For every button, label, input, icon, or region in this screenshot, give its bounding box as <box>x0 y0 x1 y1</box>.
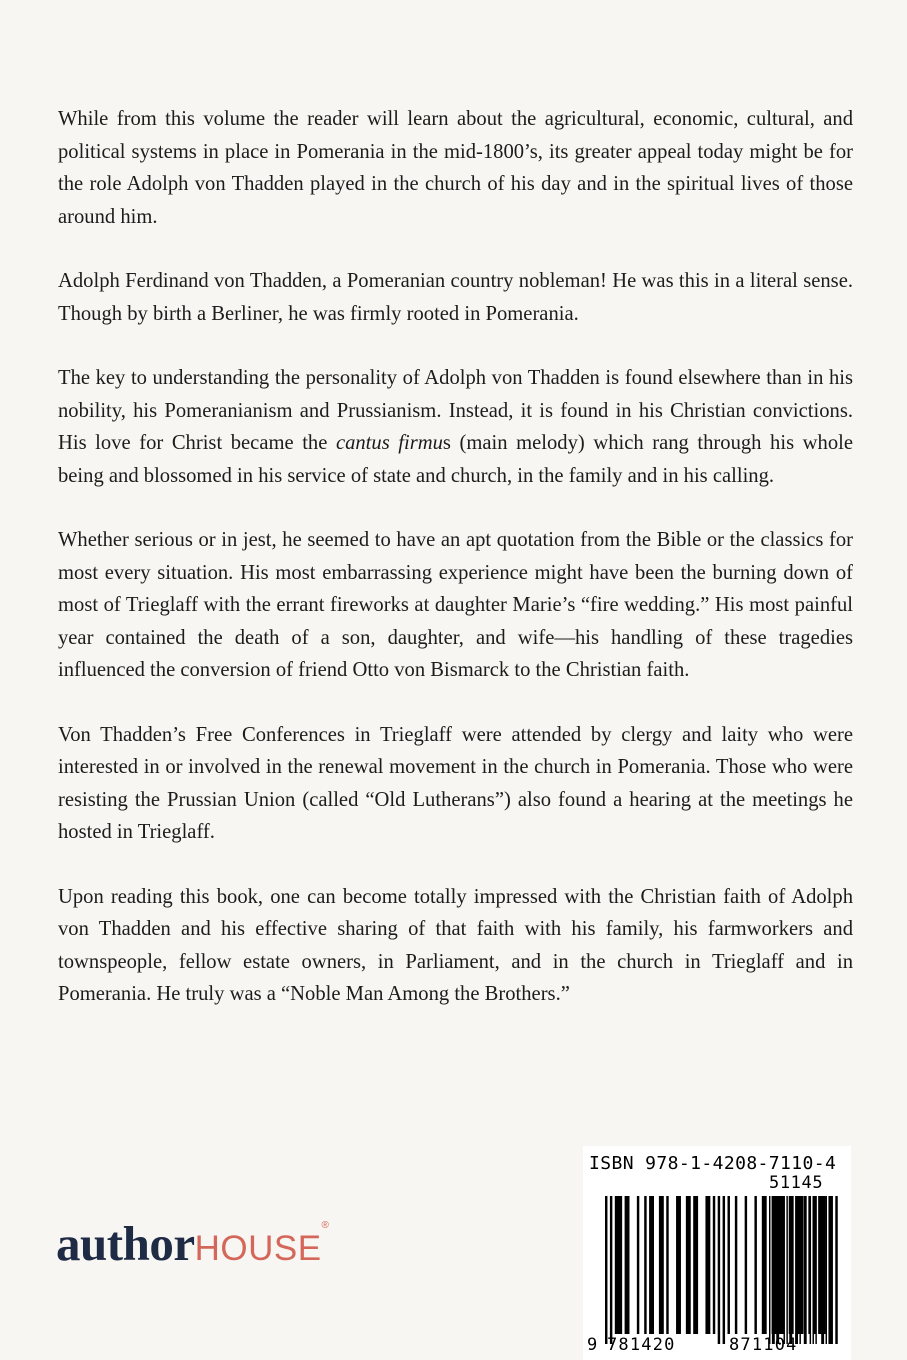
price-addon-bar <box>772 1196 775 1344</box>
barcode-bar <box>762 1196 767 1334</box>
barcode-bar <box>693 1196 698 1334</box>
barcode-bar <box>745 1196 747 1334</box>
barcode-bar <box>659 1196 664 1334</box>
barcode-bar <box>615 1196 622 1334</box>
blurb-paragraph-5: Von Thadden’s Free Conferences in Trieglaff were attended by clergy and laity who were interested in or involved in the renewal movement in the church in Pomerania. Those who were resisting the Prussian Union (called “Old Lutherans”) also found a hearing at the meetings he hosted in Trieglaff. <box>58 723 853 843</box>
blurb-paragraph-1: While from this volume the reader will learn about the agricultural, economic, cultural, and political systems in place in Pomerania in the mid-1800’s, its greater appeal today might be for the role Adolph von Thadden played in the church of his day and in the spiritual lives of those around him. <box>58 108 853 228</box>
barcode-bar <box>779 1196 784 1334</box>
isbn-label: ISBN 978-1-4208-7110-4 <box>589 1153 837 1174</box>
price-addon-bar <box>786 1196 787 1344</box>
price-addon-bar <box>799 1196 800 1344</box>
publisher-logo <box>56 1216 329 1271</box>
price-addon-bar <box>813 1196 814 1344</box>
price-addon-bar <box>815 1196 816 1344</box>
blurb-paragraph-3 <box>58 362 853 492</box>
barcode-guard-bar <box>605 1196 607 1344</box>
price-addon-bar <box>769 1196 770 1344</box>
barcode-guard-bar <box>723 1196 725 1344</box>
price-code: 51145 <box>769 1173 824 1193</box>
price-addon-bar <box>836 1196 837 1344</box>
ean-left-group: 781420 <box>607 1335 676 1355</box>
barcode-bar <box>666 1196 668 1334</box>
isbn-barcode <box>583 1146 851 1360</box>
blurb-paragraph-3-text-a: The key to understanding the personality of Adolph von Thadden is found elsewhere than in his nobility, his Pomeranianism and Prussianism. Instead, it is found in his Christian convictions. His love for Christ became the <box>58 367 853 454</box>
price-addon-bar <box>826 1196 827 1344</box>
blurb-paragraph-4: Whether serious or in jest, he seemed to have an apt quotation from the Bible or the classics for most every situation. His most embarrassing experience might have been the burning down of most of Trieglaff with the errant fireworks at daughter Marie’s “fire wedding.” His most painful year contained the death of a son, daughter, and wife—his handling of these tragedies influenced the conversion of friend Otto von Bismarck to the Christian faith. <box>58 529 853 681</box>
barcode-bar <box>644 1196 646 1334</box>
barcode-bar <box>735 1196 737 1334</box>
barcode-bar <box>676 1196 681 1334</box>
barcode-guard-bar <box>718 1196 720 1344</box>
price-addon-bar <box>789 1196 792 1344</box>
blurb-paragraph-3-italic: cantus firmu <box>335 432 443 454</box>
barcode-bar <box>728 1196 730 1334</box>
publisher-logo-author: author <box>56 1216 195 1271</box>
barcode-bar <box>754 1196 756 1334</box>
barcode-guard-bar <box>610 1196 612 1344</box>
price-addon-bar <box>810 1196 811 1344</box>
price-addon-bar <box>821 1196 824 1344</box>
back-cover-blurb <box>58 103 853 1043</box>
blurb-paragraph-2: Adolph Ferdinand von Thadden, a Pomeranian country nobleman! He was this in a literal sense. Though by birth a Berliner, he was firmly rooted in Pomerania. <box>58 270 853 325</box>
ean-right-group: 871104 <box>729 1335 798 1355</box>
barcode-bar <box>625 1196 630 1334</box>
publisher-logo-house: HOUSE <box>194 1229 322 1268</box>
blurb-paragraph-3-text-b: s (main melody) which rang through his whole being and blossomed in his service of state and church, in the family and in his calling. <box>58 432 853 487</box>
barcode-bar <box>649 1196 654 1334</box>
price-addon-bar <box>795 1196 798 1344</box>
registered-mark: ® <box>321 1220 329 1231</box>
ean-first-digit: 9 <box>587 1335 598 1355</box>
price-addon-bar <box>776 1196 779 1344</box>
barcode-bar <box>686 1196 691 1334</box>
price-addon-bar <box>804 1196 807 1344</box>
barcode-bar <box>637 1196 639 1334</box>
price-addon-bar <box>828 1196 832 1344</box>
barcode-bar <box>705 1196 710 1334</box>
blurb-paragraph-6: Upon reading this book, one can become totally impressed with the Christian faith of Adolph von Thadden and his effective sharing of that faith with his family, his farmworkers and townspeople, fellow estate owners, in Parliament, and in the church in Trieglaff and in Pomerania. He truly was a “Noble Man Among the Brothers.” <box>58 885 853 1005</box>
price-addon-bar <box>784 1196 785 1344</box>
barcode-bar <box>713 1196 715 1334</box>
